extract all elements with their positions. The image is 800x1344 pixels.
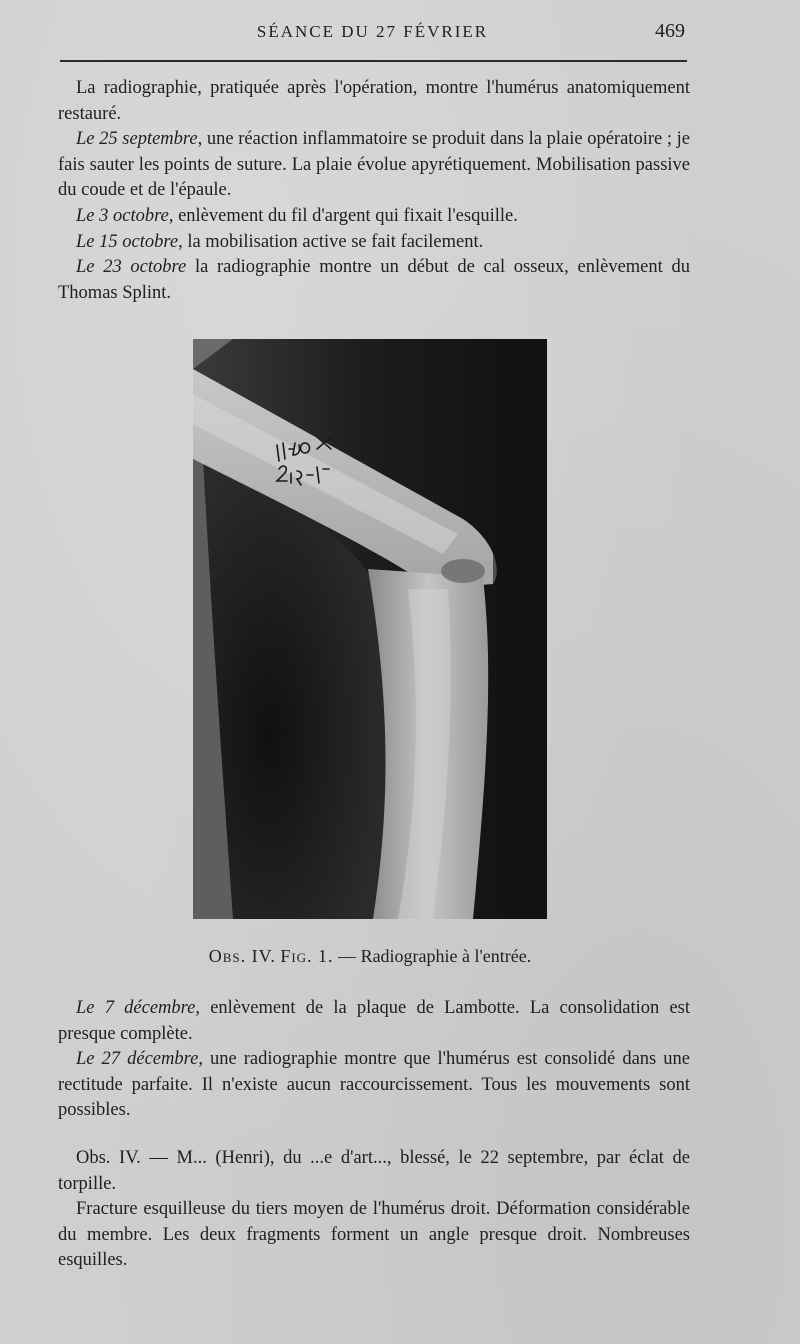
paragraph: Le 23 octobre la radiographie montre un début de cal osseux, enlèvement du Thomas Splint.: [58, 257, 690, 303]
caption-obs: Obs. IV.: [208, 946, 276, 966]
date: Le 27 décembre: [76, 1049, 199, 1070]
caption-fig: Fig. 1.: [280, 946, 334, 966]
date: Le 25 septembre: [76, 129, 198, 150]
xray-figure: [193, 339, 547, 919]
date: Le 23 octobre: [76, 257, 187, 278]
running-head: SÉANCE DU 27 FÉVRIER: [256, 22, 489, 41]
paragraph: Le 7 décembre, enlèvement de la plaque de Lambotte. La consolidation est presque complète.: [58, 998, 690, 1044]
caption-text: — Radiographie à l'entrée.: [338, 946, 532, 966]
page-header: [60, 18, 685, 48]
paragraph: La radiographie, pratiquée après l'opération, montre l'humérus anatomiquement restauré.: [58, 78, 690, 124]
paragraph: Le 27 décembre, une radiographie montre que l'humérus est consolidé dans une rectitude parfaite. Il n'existe aucun raccourcissement. Tous les mouvements sont possibles.: [58, 1049, 690, 1121]
paragraph: Le 25 septembre, une réaction inflammatoire se produit dans la plaie opératoire ; je fais sauter les points de suture. La plaie évolue apyrétiquement. Mobilisation passive du coude et de l'épaule.: [58, 129, 690, 201]
paragraph: Le 15 octobre, la mobilisation active se fait facilement.: [76, 231, 484, 252]
date: Le 7 décembre: [76, 998, 196, 1018]
date: Le 3 octobre: [76, 205, 169, 226]
paragraph: Le 3 octobre, enlèvement du fil d'argent qui fixait l'esquille.: [76, 205, 518, 226]
xray-image: [193, 339, 547, 919]
text-block-top: [58, 76, 690, 306]
header-rule: [60, 60, 687, 62]
observation-heading: Obs. IV. — M... (Henri), du ...e d'art..., blessé, le 22 septembre, par éclat de torpille.: [58, 1148, 690, 1194]
text-block-bottom: [58, 996, 690, 1124]
page-number: 469: [655, 20, 685, 42]
observation-block: [58, 1146, 690, 1274]
paragraph: Fracture esquilleuse du tiers moyen de l'humérus droit. Déformation considérable du membre. Les deux fragments forment un angle presque droit. Nombreuses esquilles.: [58, 1199, 690, 1271]
date: Le 15 octobre: [76, 231, 179, 252]
figure-caption: [0, 946, 740, 967]
